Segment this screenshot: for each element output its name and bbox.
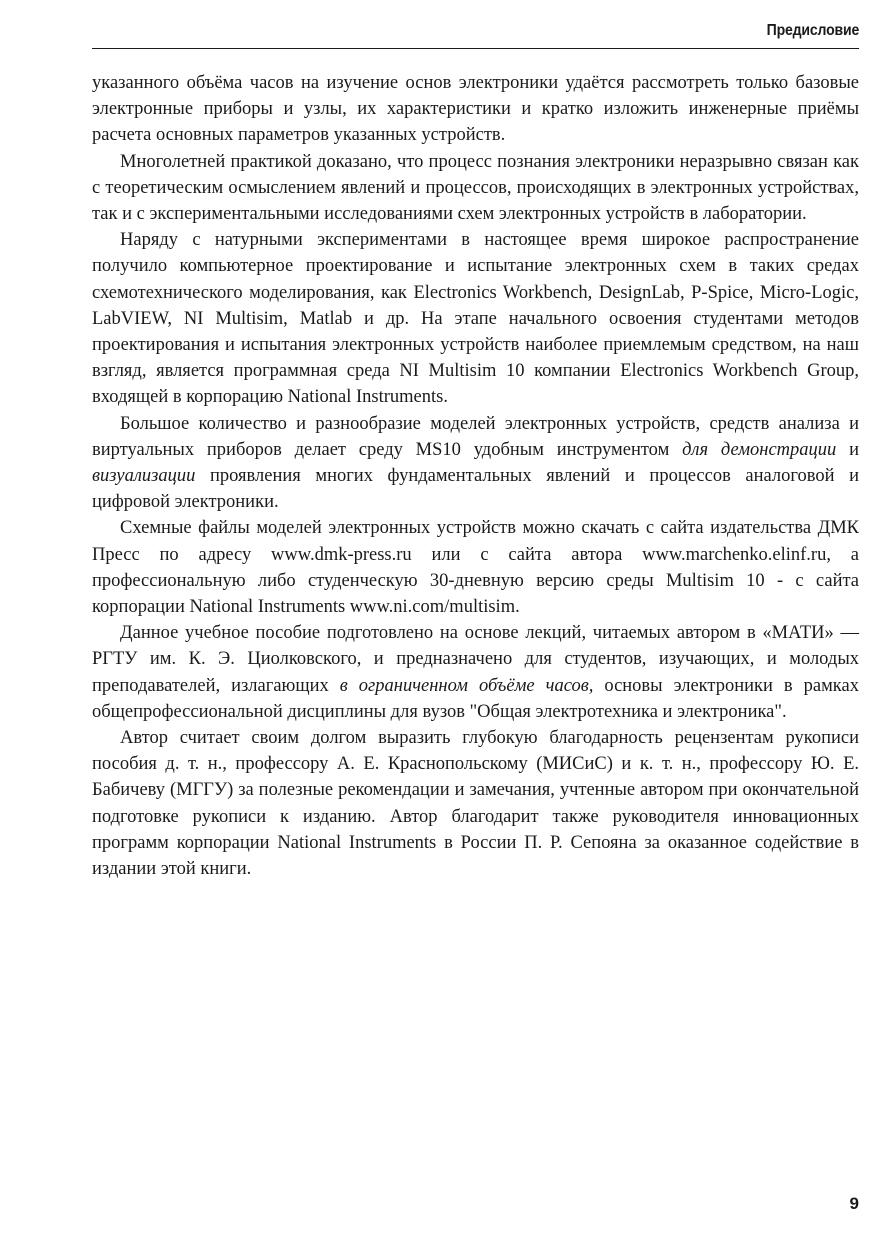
running-header (92, 18, 859, 49)
paragraph-purpose-text-2: основы электроники в рамках общепрофессиональной дисциплины для вузов "Общая электротехника и электроника". (92, 675, 859, 722)
paragraph-purpose (92, 620, 859, 725)
header-title: Предисловие (766, 22, 859, 39)
paragraph-download: Схемные файлы моделей электронных устройств можно скачать с сайта издательства ДМК Пресс по адресу www.dmk-press.ru или с сайта автора www.marchenko.elinf.ru, а профессиональную либо студенческую 30-дневную версию среды Multisim 10 - с сайта корпорации National Instruments www.ni.com/multisim. (92, 518, 859, 618)
paragraph-ms10-emphasis-1: для демонстрации (682, 439, 837, 460)
paragraph-ms10-emphasis-2: визуализации (92, 466, 196, 487)
paragraph-ms10-text-2: и (836, 439, 859, 460)
body-text (92, 70, 859, 882)
paragraph-purpose-text-1: Данное учебное пособие подготовлено на основе лекций, читаемых автором в «МАТИ» — РГТУ им. К. Э. Циолковского, и предназначено для студентов, изучающих, и молодых преподавателей, излагающих (92, 623, 859, 696)
paragraph-ms10-text-1: Большое количество и разнообразие моделей электронных устройств, средств анализа и виртуальных приборов делает среду MS10 удобным инструментом (92, 413, 859, 460)
paragraph-practice: Многолетней практикой доказано, что процесс познания электроники неразрывно связан как с теоретическим осмыслением явлений и процессов, происходящих в электронных устройствах, так и с экспериментальными исследованиями схем электронных устройств в лаборатории. (92, 151, 859, 225)
paragraph-purpose-emphasis: в ограниченном объёме часов, (339, 675, 594, 696)
paragraph-continuation: указанного объёма часов на изучение основ электроники удаётся рассмотреть только базовые электронные приборы и узлы, их характеристики и кратко изложить инженерные приёмы расчета основных параметров указанных устройств. (92, 73, 859, 146)
paragraph-ms10 (92, 411, 859, 516)
paragraph-ms10-text-3: проявления многих фундаментальных явлений и процессов аналоговой и цифровой электроники. (92, 466, 859, 513)
page-number: 9 (849, 1194, 859, 1213)
paragraph-simulation-tools: Наряду с натурными экспериментами в настоящее время широкое распространение получило компьютерное проектирование и испытание электронных схем в таких средах схемотехнического моделирования, как Electronics Workbench, DesignLab, P-Spice, Micro-Logic, LabVIEW, NI Multisim, Matlab и др. На этапе начального освоения студентами методов проектирования и испытания электронных устройств наиболее приемлемым средством, на наш взгляд, является программная среда NI Multisim 10 компании Electronics Workbench Group, входящей в корпорацию National Instruments. (92, 230, 859, 408)
paragraph-acknowledgements: Автор считает своим долгом выразить глубокую благодарность рецензентам рукописи пособия д. т. н., профессору А. Е. Краснопольскому (МИСиС) и к. т. н., профессору Ю. Е. Бабичеву (МГГУ) за полезные рекомендации и замечания, учтенные автором при окончательной подготовке рукописи к изданию. Автор благодарит также руководителя инновационных программ корпорации National Instruments в России П. Р. Сепояна за оказанное содействие в издании этой книги. (92, 728, 859, 880)
